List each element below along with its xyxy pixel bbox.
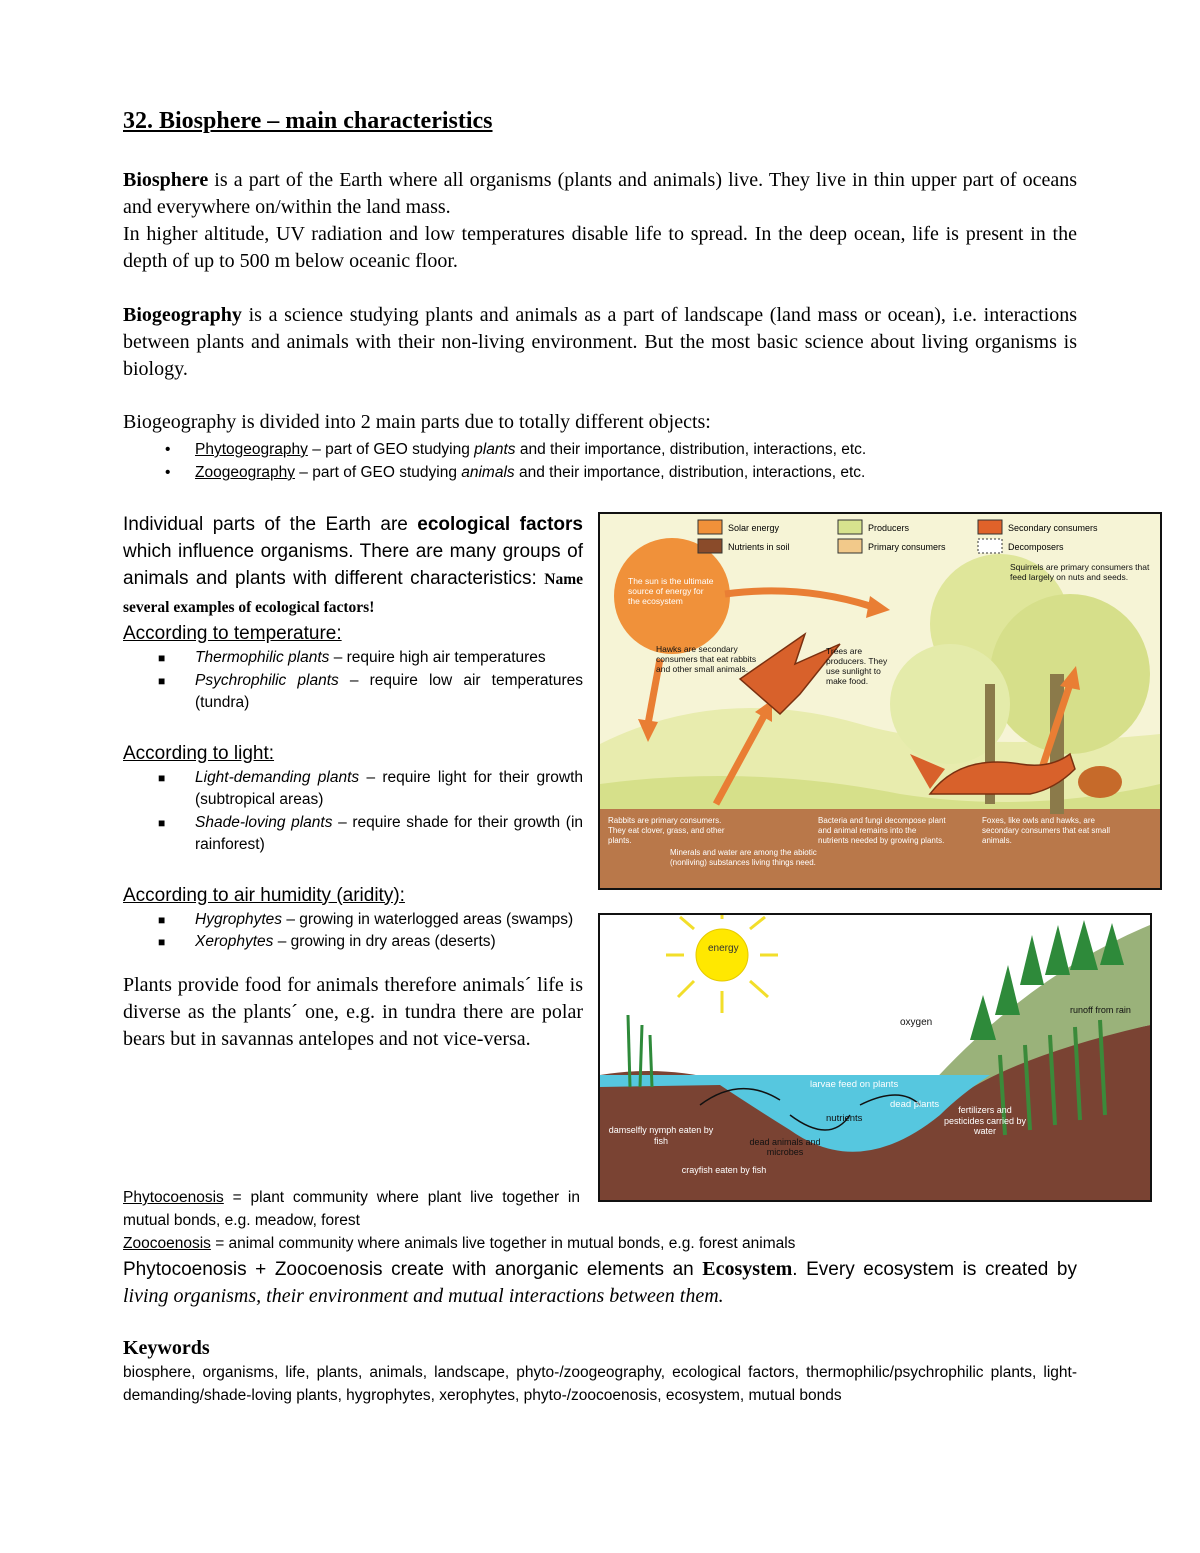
oxygen-label: oxygen: [900, 1017, 933, 1028]
legend-swatch: [838, 539, 862, 553]
legend-swatch: [838, 520, 862, 534]
crayfish-label: crayfish eaten by fish: [681, 1165, 767, 1175]
runoff-label: runoff from rain: [1070, 1005, 1131, 1015]
humidity-heading: According to air humidity (aridity):: [123, 884, 405, 906]
phytocoenosis-definition: [123, 1187, 580, 1232]
legend-swatch: [698, 539, 722, 553]
energy-label: energy: [708, 943, 739, 954]
biosphere-limits: In higher altitude, UV radiation and low temperatures disable life to spread. In the deep ocean, life is present in the depth of up to 500 m below oceanic floor.: [123, 223, 1077, 272]
bullet-icon: •: [165, 441, 171, 458]
keywords-heading: Keywords: [123, 1337, 210, 1359]
bullet-icon: •: [165, 464, 171, 481]
item-emphasis: Thermophilic plants: [195, 649, 330, 666]
square-bullet-icon: ■: [158, 673, 166, 688]
terrestrial-ecosystem-figure: [598, 512, 1162, 890]
ecosystem-term: Ecosystem: [702, 1258, 793, 1280]
dead-animals-label: dead animals and microbes: [749, 1137, 821, 1157]
ecosystem-text: Phytocoenosis + Zoocoenosis create with anorganic elements an: [123, 1259, 703, 1280]
foxes-label: Foxes, like owls and hawks, are secondary consumers that eat small animals.: [982, 816, 1111, 845]
food-paragraph: Plants provide food for animals therefore animals´ life is diverse as the plants´ one, e.g. in tundra there are polar bears but in savannas antelopes and not vice-versa.: [123, 973, 583, 1050]
minerals-label: Minerals and water are among the abiotic (nonliving) substances living things need.: [670, 848, 817, 867]
humidity-list: [123, 909, 583, 954]
damselfly-label: damselfly nymph eaten by fish: [608, 1125, 714, 1146]
zoocoenosis-definition: [123, 1233, 1083, 1256]
item-text: – require light for their growth (subtropical areas): [195, 768, 584, 808]
item-text: – require low air temperatures (tundra): [195, 671, 583, 711]
list-item: [165, 461, 1095, 484]
light-heading: According to light:: [123, 742, 275, 764]
nutrients-label: nutrients: [826, 1113, 863, 1124]
item-emphasis: Light-demanding plants: [195, 768, 360, 786]
squirrel-label: Squirrels are primary consumers that feed largely on nuts and seeds.: [1010, 562, 1150, 582]
list-item: [123, 909, 583, 932]
item-text: – require high air temperatures: [329, 649, 546, 666]
rabbits-label: Rabbits are primary consumers. They eat clover, grass, and other plants.: [608, 816, 725, 845]
biogeography-term: Biogeography: [123, 304, 242, 326]
legend-label: Nutrients in soil: [728, 542, 790, 552]
square-bullet-icon: ■: [158, 770, 166, 785]
item-text: – growing in waterlogged areas (swamps): [282, 910, 574, 928]
bacteria-label: Bacteria and fungi decompose plant and animal remains into the nutrients needed by growing plants.: [818, 816, 946, 845]
legend-label: Secondary consumers: [1008, 523, 1098, 533]
phytocoenosis-text: = plant community where plant live together in mutual bonds, e.g. meadow, forest: [123, 1189, 580, 1229]
list-item: [123, 931, 583, 954]
list-item: [123, 812, 583, 857]
legend-swatch: [698, 520, 722, 534]
item-emphasis: animals: [461, 464, 515, 481]
larvae-label: larvae feed on plants: [810, 1079, 899, 1090]
phytogeography-term: Phytogeography: [195, 441, 308, 458]
aquatic-ecosystem-figure: [598, 913, 1152, 1202]
sun-label: The sun is the ultimate source of energy for the ecosystem: [628, 576, 714, 606]
biogeography-definition: is a science studying plants and animals as a part of landscape (land mass or ocean), i.e. interactions between plants and animals with their non-living environment. But the most basic science about living organisms is biology.: [123, 304, 1077, 380]
legend-label: Producers: [868, 523, 910, 533]
factors-text: Individual parts of the Earth are: [123, 514, 418, 535]
page-title: 32. Biosphere – main characteristics: [123, 108, 493, 134]
dead-plants-label: dead plants: [890, 1099, 940, 1110]
item-text: and their importance, distribution, interactions, etc.: [515, 441, 867, 458]
item-emphasis: plants: [474, 441, 516, 458]
square-bullet-icon: ■: [158, 935, 166, 949]
factors-intro: [123, 511, 583, 621]
item-text: – require shade for their growth (in rainforest): [195, 813, 584, 853]
legend-label: Decomposers: [1008, 542, 1064, 552]
list-item: [123, 670, 583, 715]
fertilizers-label: fertilizers and pesticides carried by water: [943, 1105, 1027, 1136]
legend-swatch: [978, 520, 1002, 534]
legend-label: Primary consumers: [868, 542, 946, 552]
list-item: [123, 767, 583, 812]
list-item: [165, 438, 1095, 461]
squirrel: [1078, 766, 1122, 798]
keywords-text: biosphere, organisms, life, plants, animals, landscape, phyto-/zoogeography, ecological factors, thermophilic/psychrophilic plants, light-demanding/shade-loving plants, hygrophytes, xerophytes, phyto-/zoocoenosis, ecosystem, mutual bonds: [123, 1364, 1077, 1404]
square-bullet-icon: ■: [158, 651, 166, 665]
factors-task: Name several examples of ecological factors!: [123, 571, 583, 616]
zoocoenosis-term: Zoocoenosis: [123, 1235, 211, 1252]
temperature-list: [123, 647, 583, 715]
temperature-heading: According to temperature:: [123, 623, 342, 644]
item-emphasis: Shade-loving plants: [195, 813, 333, 831]
square-bullet-icon: ■: [158, 815, 166, 830]
item-emphasis: Hygrophytes: [195, 910, 283, 928]
factors-column: [123, 511, 583, 1053]
factors-text: which influence organisms. There are many groups of animals and plants with different characteristics:: [123, 541, 583, 589]
item-text: – growing in dry areas (deserts): [273, 933, 496, 950]
division-text: Biogeography is divided into 2 main parts due to totally different objects:: [123, 411, 711, 433]
phytocoenosis-term: Phytocoenosis: [123, 1189, 224, 1206]
light-list: [123, 767, 583, 857]
ecosystem-text: . Every ecosystem is created by: [792, 1259, 1077, 1280]
square-bullet-icon: ■: [158, 912, 166, 927]
legend-swatch: [978, 539, 1002, 553]
legend-label: Solar energy: [728, 523, 780, 533]
sun: [696, 929, 748, 981]
division-list: [165, 438, 1095, 484]
zoogeography-term: Zoogeography: [195, 464, 295, 481]
item-emphasis: Psychrophilic plants: [195, 671, 339, 689]
item-text: – part of GEO studying: [294, 464, 462, 481]
hawk-label: Hawks are secondary consumers that eat rabbits and other small animals.: [656, 644, 757, 674]
item-text: and their importance, distribution, interactions, etc.: [514, 464, 866, 481]
list-item: [123, 647, 583, 670]
terrestrial-ecosystem-diagram: [600, 514, 1160, 888]
aquatic-ecosystem-diagram: [600, 915, 1150, 1200]
biosphere-paragraph: [123, 167, 1077, 275]
trees-label: Trees are producers. They use sunlight to make food.: [826, 646, 888, 686]
biosphere-definition: is a part of the Earth where all organisms (plants and animals) live. They live in thin upper part of oceans and everywhere on/within the land mass.: [123, 169, 1077, 218]
ecosystem-emphasis: living organisms, their environment and mutual interactions between them.: [123, 1285, 724, 1307]
item-emphasis: Xerophytes: [195, 933, 274, 950]
zoocoenosis-text: = animal community where animals live together in mutual bonds, e.g. forest animals: [210, 1235, 796, 1252]
biosphere-term: Biosphere: [123, 169, 209, 191]
biogeography-paragraph: [123, 302, 1077, 383]
ecological-factors-term: ecological factors: [417, 514, 583, 535]
item-text: – part of GEO studying: [307, 441, 475, 458]
ecosystem-paragraph: [123, 1256, 1077, 1310]
